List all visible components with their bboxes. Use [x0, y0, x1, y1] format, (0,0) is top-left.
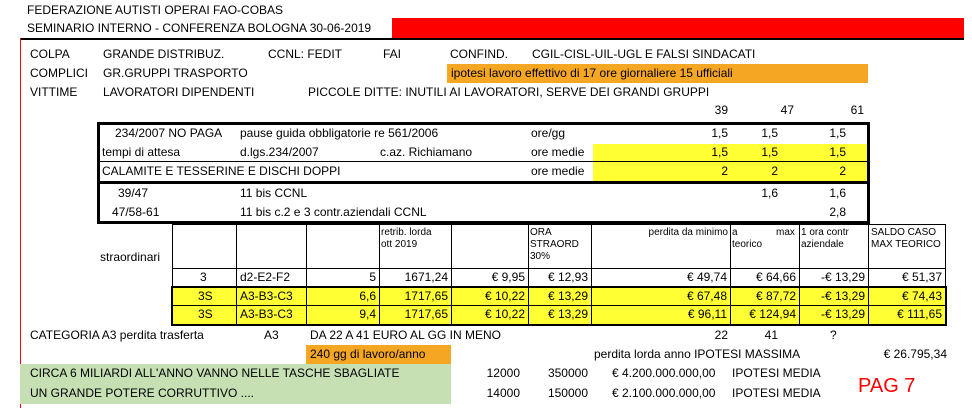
table-col8	[799, 224, 800, 325]
b1r3-v2: 2	[771, 164, 778, 178]
fai-label: FAI	[383, 47, 402, 61]
pause-box-divider	[97, 161, 870, 162]
red-banner	[392, 18, 964, 38]
n22: 22	[714, 328, 728, 342]
row3-perd: € 96,11	[687, 307, 727, 321]
b1r2-v3: 1,5	[829, 145, 846, 159]
row3-contr: -€ 13,29	[820, 307, 865, 321]
hours-61: 61	[850, 103, 864, 117]
row1-lvl: 3	[200, 270, 207, 284]
perdita-lorda-value: € 26.795,34	[883, 347, 947, 361]
page-number: PAG 7	[858, 375, 916, 397]
th-saldo: SALDO CASO	[871, 227, 937, 238]
a3-label: A3	[264, 328, 279, 342]
b1r2-b: d.lgs.234/2007	[240, 145, 319, 159]
th-saldo2: MAX TEORICO	[871, 239, 941, 250]
row2-saldo: € 74,43	[901, 289, 942, 303]
colpa-label: COLPA	[30, 47, 70, 61]
hours-39: 39	[714, 103, 728, 117]
table-col7	[730, 224, 731, 325]
row2-contr: -€ 13,29	[820, 289, 865, 303]
perdita-lorda-label: perdita lorda anno IPOTESI MASSIMA	[594, 347, 801, 361]
b1r5-a: 47/58-61	[112, 205, 160, 219]
b1r1-v3: 1,5	[829, 126, 846, 140]
th-max: max	[776, 227, 795, 238]
row3-retr: 1717,65	[404, 307, 448, 321]
row3-v2: € 13,29	[547, 307, 588, 321]
confind-label: CONFIND.	[450, 47, 508, 61]
potere-text: UN GRANDE POTERE CORRUTTIVO ....	[30, 386, 255, 400]
row2-v1: € 10,22	[484, 289, 525, 303]
header-line2: SEMINARIO INTERNO - CONFERENZA BOLOGNA 30-06-2019	[27, 21, 372, 35]
piccole-ditte-text: PICCOLE DITTE: INUTILI AI LAVORATORI, SERVE DEI GRANDI GRUPPI	[308, 85, 710, 99]
th-retrib: retrib. lorda	[381, 227, 432, 238]
potere-ipotesi: IPOTESI MEDIA	[732, 386, 821, 400]
circa-n2: 350000	[547, 366, 588, 380]
th-a: a	[732, 227, 738, 238]
potere-amount: € 2.100.000.000,00	[612, 386, 716, 400]
th-ora: ORA	[530, 227, 552, 238]
table-col5	[528, 224, 529, 325]
b1r3-d: ore medie	[531, 164, 585, 178]
row2-retr: 1717,65	[404, 289, 448, 303]
b1r1-b: pause guida obbligatorie re 561/2006	[240, 126, 439, 140]
b1r4-v2: 1,6	[761, 186, 778, 200]
b1r4-a: 39/47	[118, 186, 149, 200]
b1r2-v2: 1,5	[761, 145, 778, 159]
b1r3-v3: 2	[839, 164, 846, 178]
row1-v1: € 9,95	[491, 270, 525, 284]
b1r3-a: CALAMITE E TESSERINE E DISCHI DOPPI	[102, 164, 341, 178]
table-col3	[379, 224, 380, 325]
b1r1-v2: 1,5	[761, 126, 778, 140]
sindacati-label: CGIL-CISL-UIL-UGL E FALSI SINDACATI	[532, 47, 756, 61]
th-retrib2: ott 2019	[381, 239, 418, 250]
gg-text: 240 gg di lavoro/anno	[310, 347, 426, 361]
n41: 41	[764, 328, 778, 342]
vittime-label: VITTIME	[30, 85, 78, 99]
b1r2-c: c.az. Richiamano	[380, 145, 473, 159]
circa-ipotesi: IPOTESI MEDIA	[732, 366, 821, 380]
row2-perd: € 67,48	[686, 289, 727, 303]
row1-h: 5	[369, 270, 376, 284]
row1-retr: 1671,24	[404, 270, 448, 284]
row3-lvl: 3S	[198, 307, 213, 321]
th-30: 30%	[530, 251, 551, 262]
circa-amount: € 4.200.000.000,00	[612, 366, 716, 380]
table-col6	[591, 224, 592, 325]
table-line-head	[172, 268, 945, 269]
left-red-rule	[20, 38, 21, 408]
table-col0	[172, 224, 173, 325]
header-line1: FEDERAZIONE AUTISTI OPERAI FAO-COBAS	[27, 3, 284, 17]
row2-cat: A3-B3-C3	[240, 289, 293, 303]
b1r5-b: 11 bis c.2 e 3 contr.aziendali CCNL	[240, 205, 427, 219]
b1r1-d: ore/gg	[531, 126, 566, 140]
th-straord: STRAORD	[530, 239, 579, 250]
table-col1	[236, 224, 237, 325]
row1-cat: d2-E2-F2	[240, 270, 291, 284]
th-contr: 1 ora contr	[801, 227, 849, 238]
row1-v2: € 12,93	[547, 270, 588, 284]
circa-text: CIRCA 6 MILIARDI ALL'ANNO VANNO NELLE TASCHE SBAGLIATE	[30, 366, 400, 380]
row3-v1: € 10,22	[484, 307, 525, 321]
row1-perd: € 49,74	[686, 270, 727, 284]
b1r5-v3: 2,8	[829, 205, 846, 219]
table-col9	[868, 224, 869, 325]
row3-h: 9,4	[359, 307, 376, 321]
b1r3-v1: 2	[721, 164, 728, 178]
complici-label: COMPLICI	[30, 66, 89, 80]
row1-contr: -€ 13,29	[820, 270, 865, 284]
b1r1-v1: 1,5	[711, 126, 728, 140]
b1r4-b: 11 bis CCNL	[240, 186, 308, 200]
b1r2-a: tempi di attesa	[102, 145, 181, 159]
ipotesi-text: ipotesi lavoro effettivo di 17 ore giornaliere 15 ufficiali	[451, 66, 733, 80]
table-col10	[945, 224, 946, 325]
th-teorico: teorico	[732, 239, 763, 250]
row3-max: € 124,94	[749, 307, 796, 321]
th-perdita: perdita da minimo	[648, 227, 728, 238]
th-aziendale: aziendale	[801, 239, 844, 250]
row2-v2: € 13,29	[547, 289, 588, 303]
hours-47: 47	[780, 103, 794, 117]
question-mark: ?	[830, 328, 837, 342]
potere-n1: 14000	[486, 386, 520, 400]
b1r1-a: 234/2007 NO PAGA	[115, 126, 223, 140]
circa-n1: 12000	[486, 366, 520, 380]
colpa-value: GRANDE DISTRIBUZ.	[103, 47, 225, 61]
row2-h: 6,6	[359, 289, 376, 303]
table-col2	[306, 224, 307, 325]
table-line-top	[172, 224, 945, 225]
b1r4-v3: 1,6	[829, 186, 846, 200]
header-divider	[20, 38, 964, 40]
row3-saldo: € 111,65	[897, 307, 942, 321]
row2-lvl: 3S	[198, 289, 213, 303]
row1-saldo: € 51,37	[901, 270, 942, 284]
ccnl-label: CCNL: FEDIT	[268, 47, 343, 61]
categoria-text: CATEGORIA A3 perdita trasferta	[30, 328, 204, 342]
straordinari-label: straordinari	[100, 250, 161, 264]
table-col4	[451, 224, 452, 325]
potere-n2: 150000	[547, 386, 588, 400]
row2-max: € 87,72	[755, 289, 796, 303]
row1-max: € 64,66	[755, 270, 796, 284]
range-text: DA 22 A 41 EURO AL GG IN MENO	[310, 328, 501, 342]
b1r2-d: ore medie	[531, 145, 585, 159]
vittime-value: LAVORATORI DIPENDENTI	[103, 85, 255, 99]
b1r2-v1: 1,5	[711, 145, 728, 159]
complici-value: GR.GRUPPI TRASPORTO	[103, 66, 248, 80]
row3-cat: A3-B3-C3	[240, 307, 293, 321]
